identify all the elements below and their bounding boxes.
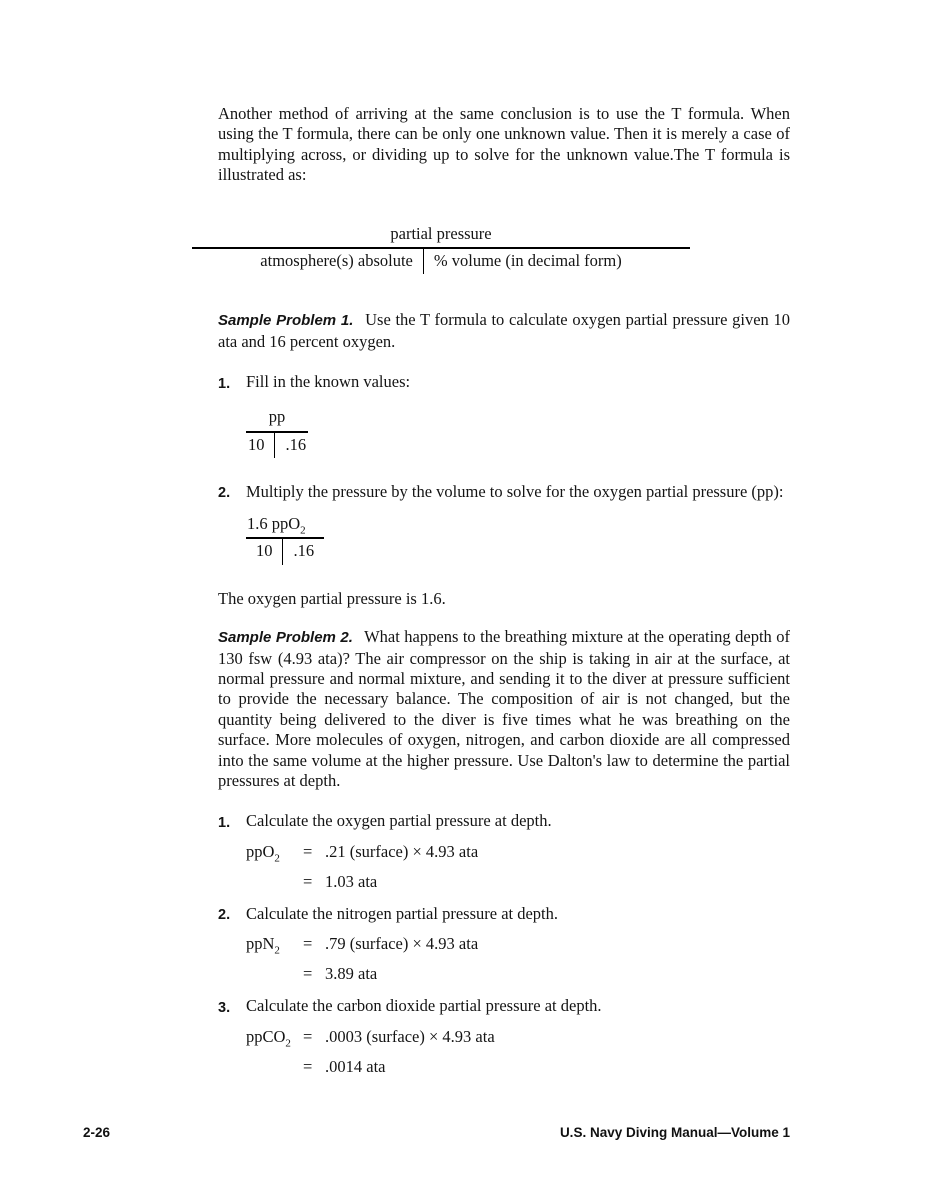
sp2-step-3	[218, 996, 790, 1076]
equation-label-base: ppN	[246, 934, 275, 954]
sample-problem-1-label: Sample Problem 1.	[218, 312, 354, 330]
equation-line	[246, 1056, 790, 1077]
sp1-conclusion: The oxygen partial pressure is 1.6.	[218, 588, 446, 608]
equation-label	[246, 933, 303, 957]
equation-label-base: ppO	[246, 841, 275, 861]
equation-label-empty	[246, 1056, 303, 1077]
equation-label-subscript: 2	[285, 1036, 291, 1049]
equation-label	[246, 841, 303, 865]
sample-problem-2-paragraph	[218, 627, 790, 791]
equation-label-base: ppCO	[246, 1026, 286, 1046]
formula-denominator-left: 10	[247, 434, 265, 454]
footer-manual-title: U.S. Navy Diving Manual—Volume 1	[559, 1125, 790, 1140]
sp2-step-3-text: Calculate the carbon dioxide partial pressure at depth.	[246, 996, 602, 1016]
equation-label-empty	[246, 871, 303, 892]
equation-value: .21 (surface) × 4.93 ata	[325, 841, 479, 861]
formula-numerator-base: 1.6 ppO	[247, 513, 301, 533]
formula-denominator	[246, 539, 324, 564]
equation-line	[246, 933, 790, 957]
sp2-step-1-text: Calculate the oxygen partial pressure at depth.	[246, 811, 552, 831]
formula-denominator-right: % volume (in decimal form)	[423, 249, 622, 274]
equation-line	[246, 963, 790, 984]
sp1-step-2-text: Multiply the pressure by the volume to solve for the oxygen partial pressure (pp):	[246, 481, 784, 501]
sp1-step-2	[218, 482, 790, 504]
formula-numerator-subscript: 2	[300, 524, 306, 537]
formula-denominator-left: atmosphere(s) absolute	[260, 251, 413, 271]
equation-line	[246, 1026, 790, 1047]
equation-value: .0003 (surface) × 4.93 ata	[325, 1026, 495, 1046]
sp2-step-2	[218, 904, 790, 984]
equation-result: 1.03 ata	[325, 871, 378, 891]
equation-result: .0014 ata	[325, 1056, 386, 1076]
t-formula-known-values	[246, 407, 308, 458]
equals-sign: =	[303, 871, 313, 891]
sp1-step-2-number: 2.	[218, 485, 231, 502]
footer-page-number: 2-26	[83, 1125, 111, 1140]
formula-denominator-right: .16	[282, 539, 314, 564]
equation-line	[246, 871, 790, 892]
sample-problem-1-paragraph	[218, 310, 790, 352]
equation-label-subscript: 2	[274, 944, 280, 957]
equals-sign: =	[303, 964, 313, 984]
sp2-step-2-body	[246, 904, 790, 984]
formula-denominator-right: .16	[274, 433, 306, 458]
formula-denominator	[246, 433, 308, 458]
formula-numerator: partial pressure	[390, 223, 492, 243]
equation-line	[246, 841, 790, 865]
sp2-step-3-body	[246, 996, 790, 1076]
sp2-step-2-number: 2.	[218, 907, 231, 924]
equation-label-subscript: 2	[274, 852, 280, 865]
equation-label-empty	[246, 963, 303, 984]
equation-label	[246, 1026, 303, 1047]
t-formula-solved	[246, 514, 324, 565]
page-content	[218, 104, 790, 1077]
sample-problem-1-intro: Use the T formula to calculate oxygen partial pressure given 10 ata and 16 percent oxygen.	[218, 310, 791, 351]
sp2-step-2-text: Calculate the nitrogen partial pressure at depth.	[246, 903, 559, 923]
formula-numerator: pp	[268, 407, 286, 427]
equation-value: .79 (surface) × 4.93 ata	[325, 934, 479, 954]
sp1-step-1-number: 1.	[218, 375, 231, 392]
sp2-step-1	[218, 811, 790, 891]
sp2-step-3-number: 3.	[218, 999, 231, 1016]
equals-sign: =	[303, 841, 313, 861]
sp1-step-1-text: Fill in the known values:	[246, 372, 411, 392]
formula-denominator	[192, 249, 690, 274]
sp1-step-1	[218, 372, 790, 394]
formula-denominator-left: 10	[255, 541, 273, 561]
sp2-step-1-body	[246, 811, 790, 891]
sp2-step-1-number: 1.	[218, 814, 231, 831]
intro-paragraph: Another method of arriving at the same conclusion is to use the T formula. When using the T formula, there can be only one unknown value. Then it is merely a case of multiplying across, or dividing up to solve for the unknown value.The T formula is illustrated as:	[218, 104, 790, 185]
equation-result: 3.89 ata	[325, 964, 378, 984]
sample-problem-2-label: Sample Problem 2.	[218, 629, 353, 647]
equals-sign: =	[303, 1056, 313, 1076]
equals-sign: =	[303, 934, 313, 954]
sample-problem-2-intro: What happens to the breathing mixture at the operating depth of 130 fsw (4.93 ata)? The air compressor on the ship is taking in air at the surface, at normal pressure and normal mixture, and sending it to the diver at pressure sufficient to provide the necessary balance. The composition of air is not changed, but the quantity being delivered to the diver is five times what he was breathing on the surface. More molecules of oxygen, nitrogen, and carbon dioxide are all compressed into the same volume at the higher pressure. Use Dalton's law to determine the partial pressures at depth.	[218, 627, 791, 790]
t-formula-main	[192, 224, 690, 275]
formula-numerator	[246, 514, 324, 537]
equals-sign: =	[303, 1026, 313, 1046]
